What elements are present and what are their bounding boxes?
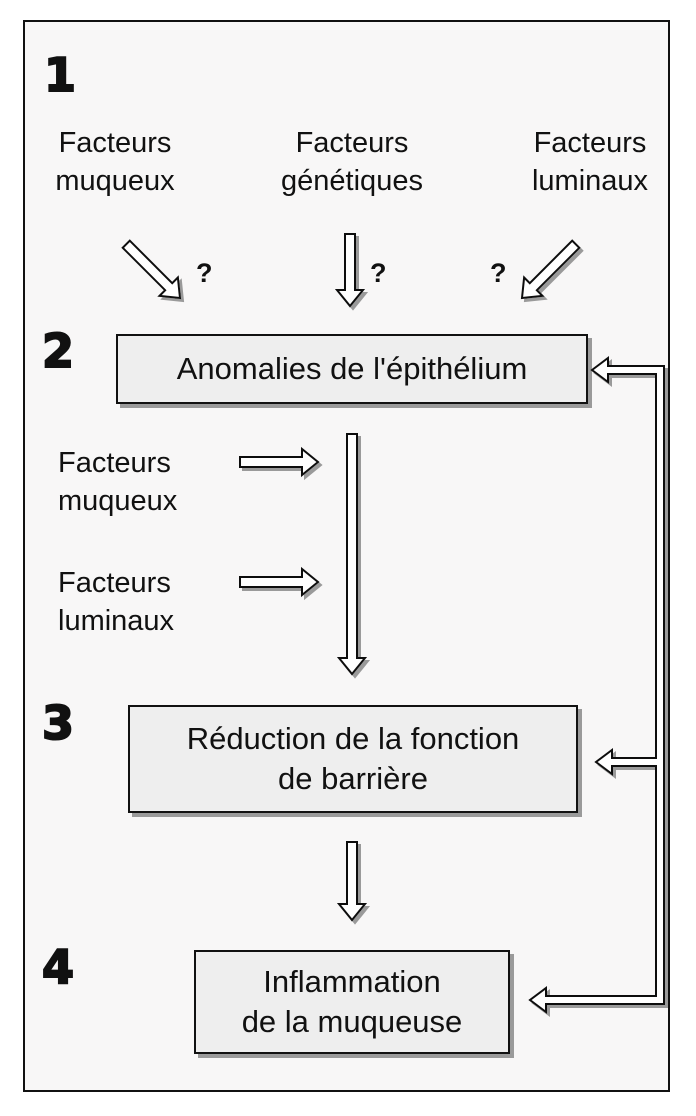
question-mark-genetic: ? (370, 258, 387, 288)
box-inflammation-label: Inflammation de la muqueuse (241, 964, 463, 1039)
question-mark-mucosal: ? (196, 258, 213, 288)
factor-luminal-side: Facteurs luminaux (58, 567, 175, 637)
arrow-side-mucosal (240, 449, 318, 475)
arrow-luminal-to-epithelium (513, 235, 585, 307)
arrow-side-luminal (240, 569, 318, 595)
question-mark-luminal: ? (490, 258, 507, 288)
step-number-3: 3 (42, 696, 75, 750)
step-number-1: 1 (44, 48, 77, 102)
arrow-epithelium-to-barrier (339, 434, 365, 674)
arrow-barrier-to-inflammation (339, 842, 365, 920)
box-epithelium-label: Anomalies de l'épithélium (176, 351, 528, 386)
arrow-feedback-loop (530, 358, 664, 1012)
step-number-2: 2 (42, 324, 75, 378)
factor-mucosal-top: Facteurs muqueux (55, 127, 175, 197)
factor-mucosal-side: Facteurs muqueux (58, 447, 178, 517)
factor-genetic-top: Facteurs génétiques (281, 127, 423, 197)
arrow-mucosal-to-epithelium (117, 235, 189, 307)
step-number-4: 4 (42, 940, 75, 994)
arrow-genetic-to-epithelium (337, 234, 363, 306)
factor-luminal-top: Facteurs luminaux (531, 127, 649, 197)
box-barrier-label: Réduction de la fonction de barrière (186, 721, 520, 796)
